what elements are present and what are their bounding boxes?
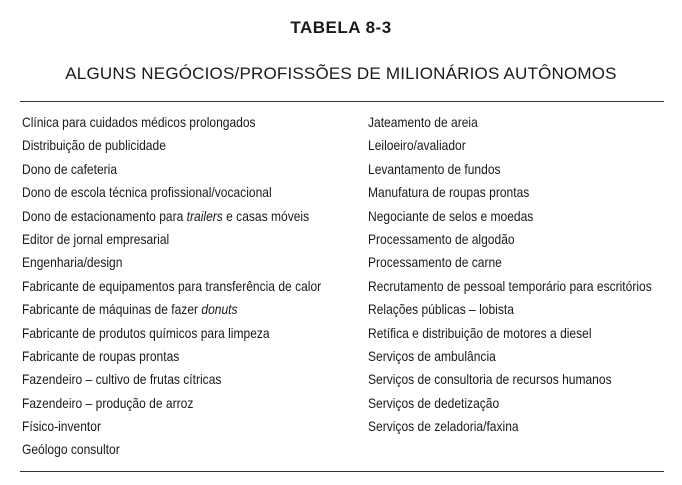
top-rule: [20, 101, 664, 102]
list-item: Fabricante de equipamentos para transferência de calor: [22, 277, 322, 294]
list-item: Leiloeiro/avaliador: [368, 137, 466, 154]
list-item: Jateamento de areia: [368, 114, 478, 130]
list-item: Relações públicas – lobista: [368, 301, 514, 318]
list-item: Físico-inventor: [22, 418, 101, 435]
list-item: Dono de estacionamento para trailers e casas móveis: [22, 207, 310, 224]
list-item: Dono de escola técnica profissional/vocacional: [22, 184, 272, 201]
list-item: Dono de cafeteria: [22, 160, 118, 177]
list-item: Serviços de consultoria de recursos humanos: [368, 371, 612, 388]
list-item: Retífica e distribuição de motores a diesel: [368, 324, 592, 341]
list-item: Recrutamento de pessoal temporário para escritórios: [368, 277, 652, 294]
list-item: Engenharia/design: [22, 254, 123, 271]
list-item: Fabricante de máquinas de fazer donuts: [22, 301, 238, 318]
list-item: Processamento de carne: [368, 254, 502, 271]
list-item: Clínica para cuidados médicos prolongados: [22, 114, 256, 130]
list-item: Fazendeiro – cultivo de frutas cítricas: [22, 371, 222, 388]
list-item: Serviços de zeladoria/faxina: [368, 418, 519, 435]
table-title: TABELA 8-3: [290, 18, 392, 37]
right-column-list: [368, 111, 668, 438]
list-item: Fazendeiro – produção de arroz: [22, 394, 194, 411]
list-item: Distribuição de publicidade: [22, 137, 166, 154]
italic-term: trailers: [186, 207, 223, 224]
list-item: Manufatura de roupas prontas: [368, 184, 530, 201]
list-item: Serviços de ambulância: [368, 347, 496, 364]
bottom-rule: [20, 471, 664, 472]
list-item: Processamento de algodão: [368, 230, 515, 247]
list-item: Levantamento de fundos: [368, 160, 501, 177]
list-item: Serviços de dedetização: [368, 394, 500, 411]
table-subtitle: ALGUNS NEGÓCIOS/PROFISSÕES DE MILIONÁRIOS AUTÔNOMOS: [65, 64, 617, 83]
list-item: Fabricante de produtos químicos para limpeza: [22, 324, 270, 341]
list-item: Editor de jornal empresarial: [22, 230, 170, 247]
italic-term: donuts: [201, 301, 238, 318]
list-item: Geólogo consultor: [22, 441, 120, 458]
left-column-list: [22, 111, 352, 462]
list-item: Fabricante de roupas prontas: [22, 347, 180, 364]
list-item: Negociante de selos e moedas: [368, 207, 534, 224]
